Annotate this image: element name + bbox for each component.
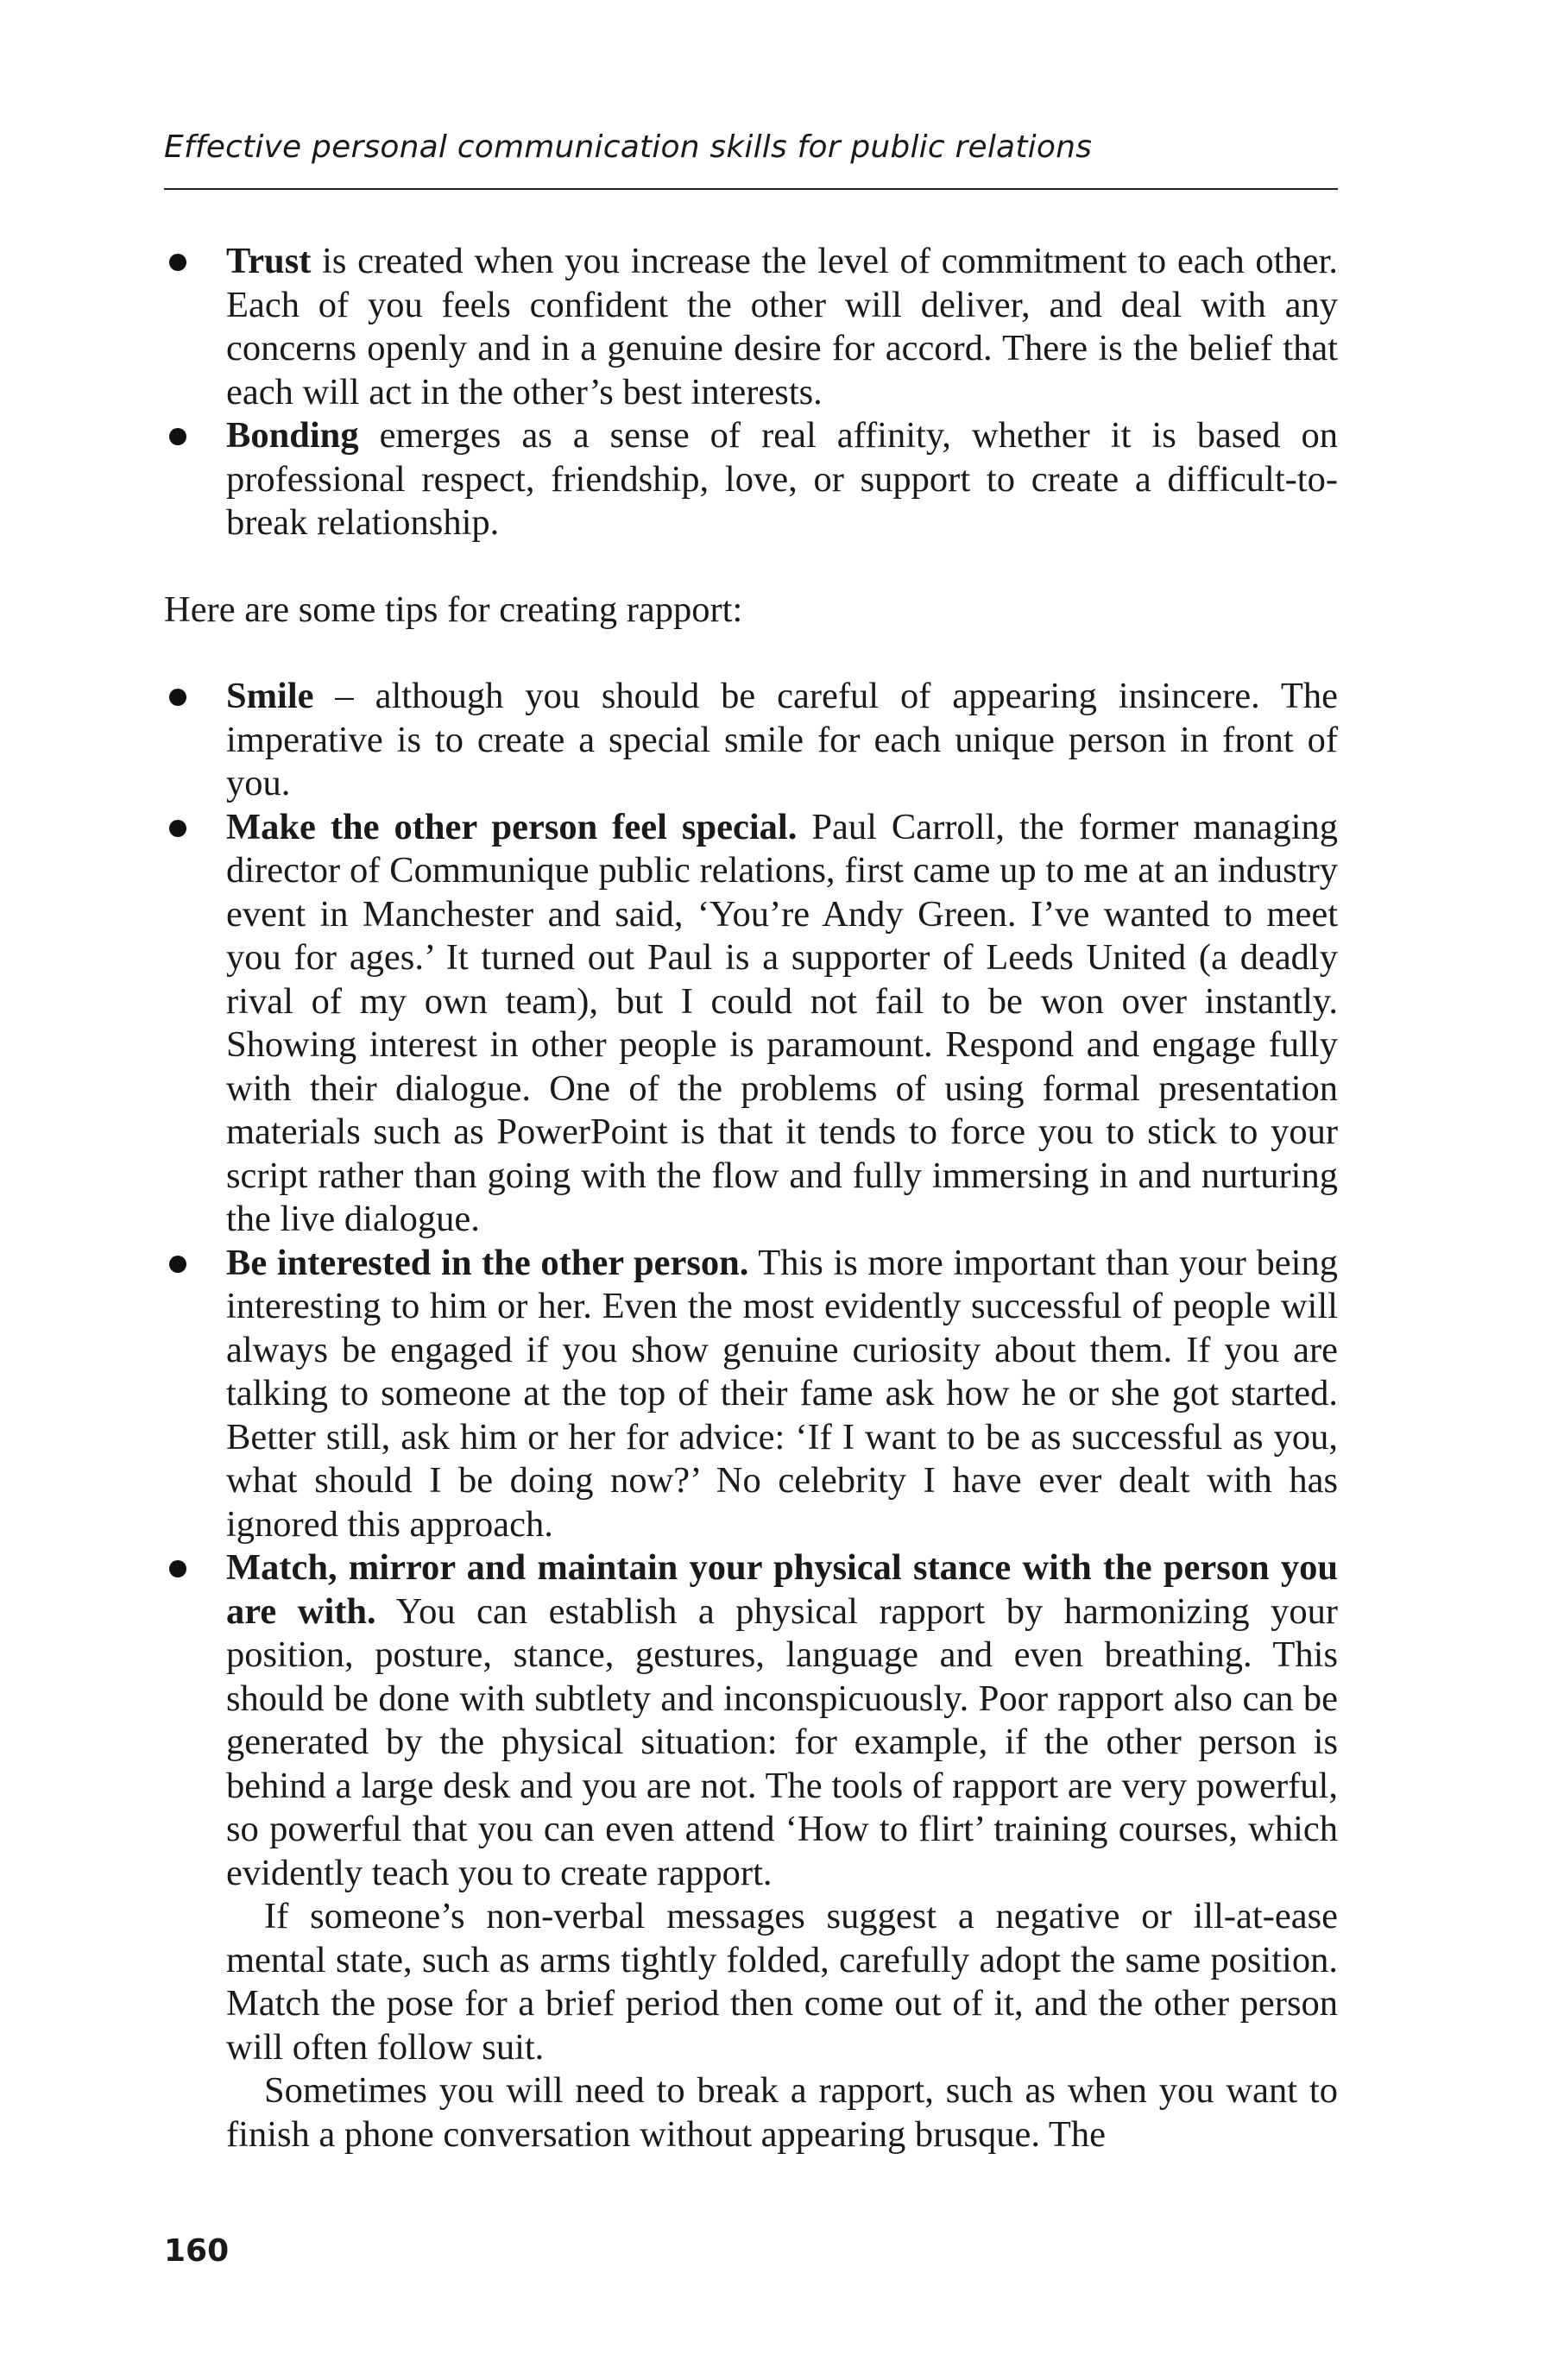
bullet-icon	[169, 428, 186, 445]
body-text	[164, 240, 1338, 2156]
tips-bullet-list	[164, 675, 1338, 1895]
bullet-term: Smile	[226, 676, 314, 716]
bullet-term: Bonding	[226, 415, 359, 456]
header-rule	[164, 188, 1338, 190]
bullet-term: Make the other person feel special.	[226, 806, 798, 847]
bullet-term: Be interested in the other person.	[226, 1242, 749, 1283]
spacer	[164, 545, 1338, 589]
bullet-text: Paul Carroll, the former managing director of Communique public relations, first came up to me at an industry event in Manchester and said, ‘You’re Andy Green. I’ve wanted to meet you for ages.’ It turned out Paul is a supporter of Leeds United (a deadly rival of my own team), but I could not fail to be won over instantly. Showing interest in other people is paramount. Respond and engage fully with their dialogue. One of the problems of using formal presentation materials such as PowerPoint is that it tends to force you to stick to your script rather than going with the flow and fully immersing in and nurturing the live dialogue.	[226, 806, 1338, 1239]
bullet-text: – although you should be careful of appearing insincere. The imperative is to create a special smile for each unique person in front of you.	[226, 676, 1338, 803]
intro-paragraph: Here are some tips for creating rapport:	[164, 589, 743, 630]
continuation-paragraph: If someone’s non-verbal messages suggest a negative or ill-at-ease mental state, such as arms tightly folded, carefully adopt the same position. Match the pose for a brief period then come out of it, and the other person will often follow suit.	[226, 1896, 1338, 2068]
top-bullet-list	[164, 240, 1338, 545]
bullet-text: emerges as a sense of real affinity, whether it is based on professional respect, friendship, love, or support to create a difficult-to-break relationship.	[226, 415, 1338, 543]
bullet-term: Trust	[226, 241, 312, 281]
list-item-be-interested	[164, 1242, 1338, 1547]
list-item-smile	[164, 675, 1338, 806]
list-item-match-mirror	[164, 1546, 1338, 1895]
bullet-text: is created when you increase the level of commitment to each other. Each of you feels confident the other will deliver, and deal with any concerns openly and in a genuine desire for accord. There is the belief that each will act in the other’s best interests.	[226, 241, 1338, 412]
running-head: Effective personal communication skills for public relations	[164, 129, 1093, 165]
bullet-text: You can establish a physical rapport by harmonizing your position, posture, stance, gestures, language and even breathing. This should be done with subtlety and inconspicuously. Poor rapport also can be generated by the physical situation: for example, if the other person is behind a large desk and you are not. The tools of rapport are very powerful, so powerful that you can even attend ‘How to flirt’ training courses, which evidently teach you to create rapport.	[226, 1590, 1339, 1893]
page-number: 160	[164, 2233, 230, 2269]
bullet-icon	[169, 689, 186, 706]
list-item-feel-special	[164, 806, 1338, 1242]
list-item-bonding	[164, 414, 1338, 545]
bullet-icon	[169, 820, 186, 837]
continuation-paragraph: Sometimes you will need to break a rapport, such as when you want to finish a phone conversation without appearing brusque. The	[226, 2070, 1338, 2155]
spacer	[164, 632, 1338, 675]
bullet-term: Match, mirror and maintain your physical stance with the person you are with.	[226, 1547, 1338, 1632]
bullet-icon	[169, 254, 186, 271]
bullet-text: This is more important than your being interesting to him or her. Even the most evidently successful of people will always be engaged if you show genuine curiosity about them. If you are talking to someone at the top of their fame ask how he or she got started. Better still, ask him or her for advice: ‘If I want to be as successful as you, what should I be doing now?’ No celebrity I have ever dealt with has ignored this approach.	[226, 1242, 1338, 1545]
list-item-trust	[164, 240, 1338, 414]
bullet-icon	[169, 1256, 186, 1273]
bullet-icon	[169, 1560, 186, 1577]
